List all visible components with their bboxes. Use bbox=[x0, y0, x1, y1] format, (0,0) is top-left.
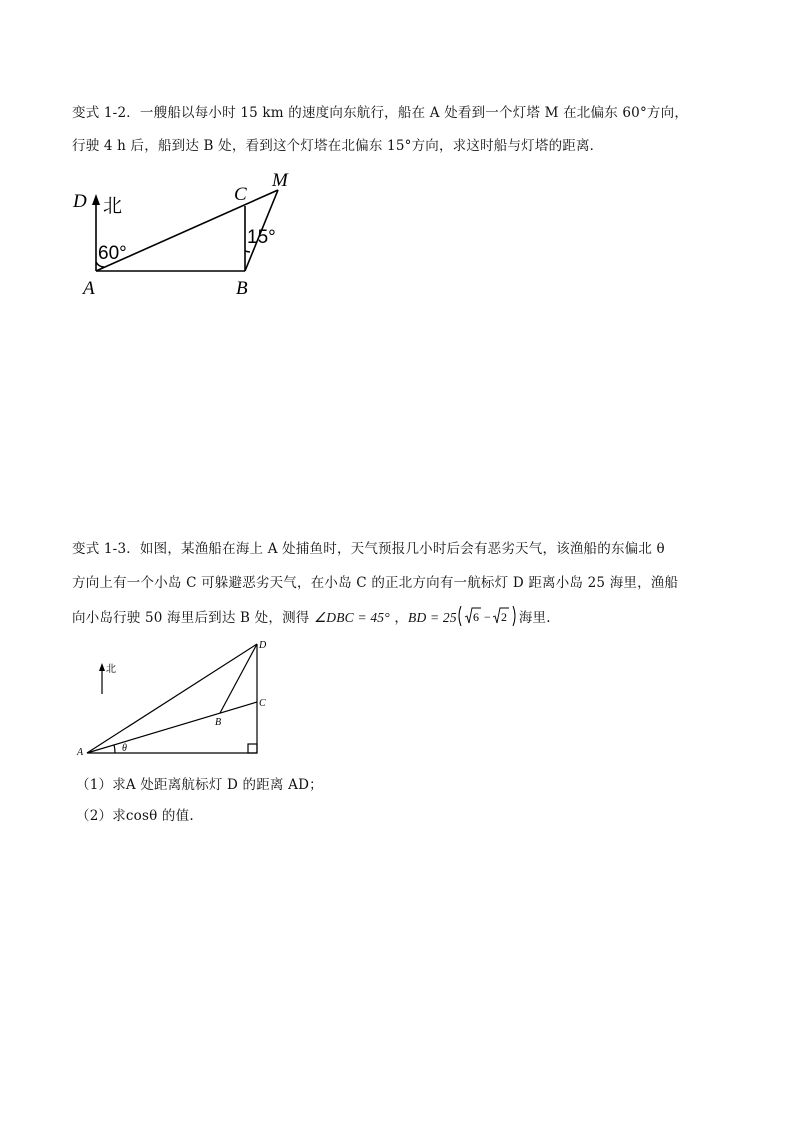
problem1-line2: 行驶 4 h 后，船到达 B 处，看到这个灯塔在北偏东 15°方向，求这时船与灯塔的距离． bbox=[72, 138, 604, 154]
problem2-line2: 方向上有一个小岛 C 可躲避恶劣天气，在小岛 C 的正北方向有一航标灯 D 距离小岛 25 海里，渔船 bbox=[72, 575, 679, 591]
label-A-2: A bbox=[77, 747, 84, 758]
angle-label-60: 60° bbox=[98, 243, 127, 264]
label-D: D bbox=[73, 191, 87, 212]
problem2-line3: 向小岛行驶 50 海里后到达 B 处，测得 ∠DBC = 45° ，BD = 25 6 − 2 海里. bbox=[72, 604, 551, 628]
label-C: C bbox=[234, 184, 247, 205]
question-1: （1）求A 处距离航标灯 D 的距离 AD； bbox=[76, 777, 323, 793]
segment-AD bbox=[87, 644, 257, 753]
question-2: （2）求cosθ 的值. bbox=[76, 808, 194, 824]
problem1-line1: 变式 1-2．一艘船以每小时 15 km 的速度向东航行，船在 A 处看到一个灯塔 M 在北偏东 60°方向， bbox=[72, 105, 689, 121]
problem2-line1: 变式 1-3．如图，某渔船在海上 A 处捕鱼时，天气预报几小时后会有恶劣天气，该渔船的东偏北 θ bbox=[72, 541, 665, 557]
label-A: A bbox=[83, 278, 95, 299]
label-B-2: B bbox=[215, 717, 222, 728]
label-theta: θ bbox=[122, 743, 127, 754]
svg-text:6: 6 bbox=[472, 610, 480, 624]
angle-arc-theta bbox=[114, 745, 115, 753]
label-north-2: 北 bbox=[106, 664, 116, 675]
label-north: 北 bbox=[103, 195, 123, 217]
label-D-2: D bbox=[259, 640, 267, 651]
label-M: M bbox=[272, 170, 288, 191]
segment-AC bbox=[87, 702, 257, 753]
angle-DBC: ∠DBC = 45° bbox=[313, 610, 390, 625]
angle-label-15: 15° bbox=[247, 227, 276, 248]
right-angle-mark bbox=[248, 744, 257, 753]
distance-BD: BD = 25 bbox=[408, 610, 457, 625]
label-C-2: C bbox=[259, 698, 266, 709]
segment-BD bbox=[220, 644, 257, 713]
svg-text:2: 2 bbox=[500, 610, 508, 624]
svg-text:−: − bbox=[483, 610, 491, 624]
label-B: B bbox=[236, 278, 248, 299]
north-arrowhead-2 bbox=[99, 663, 105, 671]
